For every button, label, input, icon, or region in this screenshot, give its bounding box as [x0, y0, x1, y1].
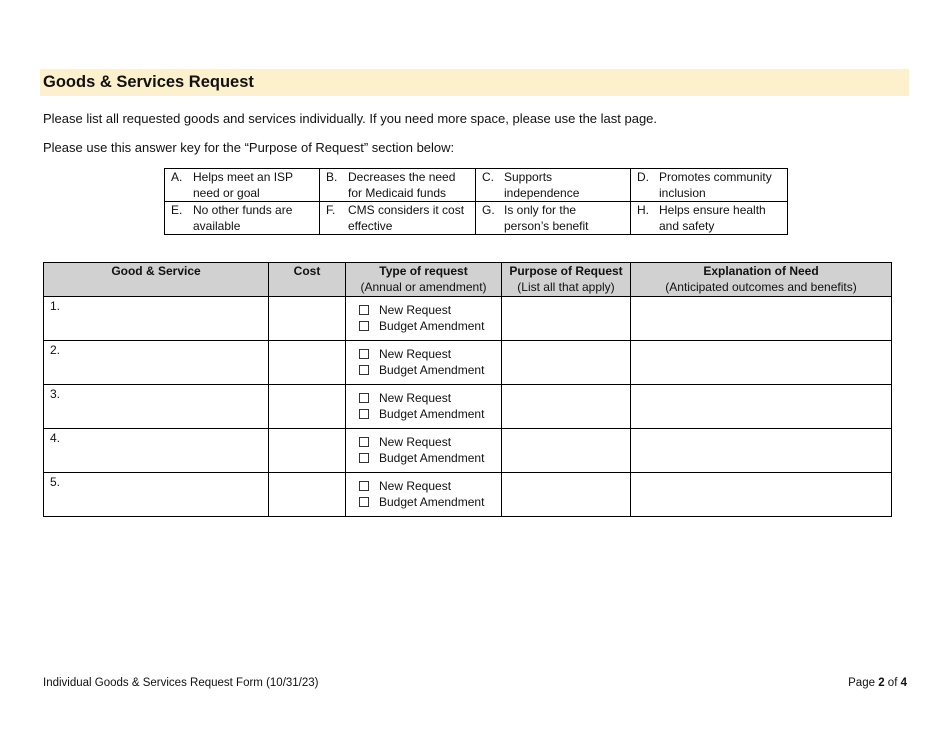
type-cell [346, 341, 502, 385]
key-text: Supports independence [504, 170, 580, 200]
new-request-checkbox[interactable] [359, 481, 369, 491]
new-request-checkbox[interactable] [359, 393, 369, 403]
option-label: New Request [379, 303, 452, 317]
option-label: New Request [379, 347, 452, 361]
key-letter: B. [326, 170, 338, 184]
cost-cell[interactable] [269, 385, 346, 429]
purpose-cell[interactable] [502, 341, 631, 385]
explanation-cell[interactable] [631, 341, 892, 385]
row-number: 3. [50, 387, 61, 401]
answer-key-item [631, 202, 788, 235]
explanation-cell[interactable] [631, 429, 892, 473]
option-label: Budget Amendment [379, 319, 485, 333]
key-letter: D. [637, 170, 649, 184]
answer-key-item [320, 169, 476, 202]
new-request-checkbox[interactable] [359, 437, 369, 447]
purpose-cell[interactable] [502, 385, 631, 429]
footer-form-name: Individual Goods & Services Request Form (10/31/23) [43, 677, 319, 689]
budget-amendment-checkbox[interactable] [359, 365, 369, 375]
header-purpose-of-request: Purpose of Request (List all that apply) [502, 263, 631, 297]
row-number: 4. [50, 431, 61, 445]
header-type-of-request: Type of request (Annual or amendment) [346, 263, 502, 297]
table-row [44, 473, 892, 517]
explanation-cell[interactable] [631, 297, 892, 341]
answer-key-row [165, 169, 788, 202]
option-label: Budget Amendment [379, 363, 485, 377]
good-service-cell[interactable] [44, 297, 269, 341]
option-label: Budget Amendment [379, 451, 485, 465]
header-cost: Cost [269, 263, 346, 297]
section-title: Goods & Services Request [43, 73, 254, 91]
key-letter: F. [326, 203, 336, 217]
option-label: New Request [379, 435, 452, 449]
footer-page-number: Page 2 of 4 [848, 677, 907, 689]
answer-key-item [631, 169, 788, 202]
answer-key-item [165, 169, 320, 202]
type-cell [346, 385, 502, 429]
cost-cell[interactable] [269, 341, 346, 385]
answer-key-item [165, 202, 320, 235]
budget-amendment-checkbox[interactable] [359, 497, 369, 507]
good-service-cell[interactable] [44, 473, 269, 517]
instruction-text: Please list all requested goods and services individually. If you need more space, please use the last page. [43, 111, 658, 126]
key-text: Promotes community inclusion [659, 170, 772, 200]
purpose-cell[interactable] [502, 297, 631, 341]
key-letter: C. [482, 170, 494, 184]
key-text: Decreases the need for Medicaid funds [348, 170, 456, 200]
key-text: Helps meet an ISP need or goal [193, 170, 293, 200]
row-number: 5. [50, 475, 61, 489]
section-banner [40, 69, 909, 96]
key-letter: H. [637, 203, 649, 217]
good-service-cell[interactable] [44, 429, 269, 473]
table-header-row [44, 263, 892, 297]
good-service-cell[interactable] [44, 385, 269, 429]
good-service-cell[interactable] [44, 341, 269, 385]
type-cell [346, 473, 502, 517]
answer-key-item [320, 202, 476, 235]
type-cell [346, 429, 502, 473]
cost-cell[interactable] [269, 297, 346, 341]
row-number: 1. [50, 299, 61, 313]
key-letter: A. [171, 170, 183, 184]
table-row [44, 297, 892, 341]
key-letter: G. [482, 203, 495, 217]
explanation-cell[interactable] [631, 473, 892, 517]
answer-key-table [164, 168, 788, 235]
explanation-cell[interactable] [631, 385, 892, 429]
cost-cell[interactable] [269, 473, 346, 517]
cost-cell[interactable] [269, 429, 346, 473]
option-label: Budget Amendment [379, 407, 485, 421]
header-good-service: Good & Service [44, 263, 269, 297]
option-label: Budget Amendment [379, 495, 485, 509]
key-text: Is only for the person’s benefit [504, 203, 589, 233]
answer-key-row [165, 202, 788, 235]
key-text: Helps ensure health and safety [659, 203, 766, 233]
table-row [44, 385, 892, 429]
type-cell [346, 297, 502, 341]
request-table [43, 262, 892, 517]
key-text: No other funds are available [193, 203, 293, 233]
table-row [44, 341, 892, 385]
table-row [44, 429, 892, 473]
purpose-cell[interactable] [502, 473, 631, 517]
budget-amendment-checkbox[interactable] [359, 453, 369, 463]
header-explanation-of-need: Explanation of Need (Anticipated outcomes and benefits) [631, 263, 892, 297]
new-request-checkbox[interactable] [359, 305, 369, 315]
key-text: CMS considers it cost effective [348, 203, 465, 233]
key-letter: E. [171, 203, 183, 217]
budget-amendment-checkbox[interactable] [359, 409, 369, 419]
budget-amendment-checkbox[interactable] [359, 321, 369, 331]
row-number: 2. [50, 343, 61, 357]
answer-key-item [476, 169, 631, 202]
answer-key-instruction: Please use this answer key for the “Purpose of Request” section below: [43, 140, 455, 155]
answer-key-item [476, 202, 631, 235]
option-label: New Request [379, 479, 452, 493]
new-request-checkbox[interactable] [359, 349, 369, 359]
purpose-cell[interactable] [502, 429, 631, 473]
option-label: New Request [379, 391, 452, 405]
